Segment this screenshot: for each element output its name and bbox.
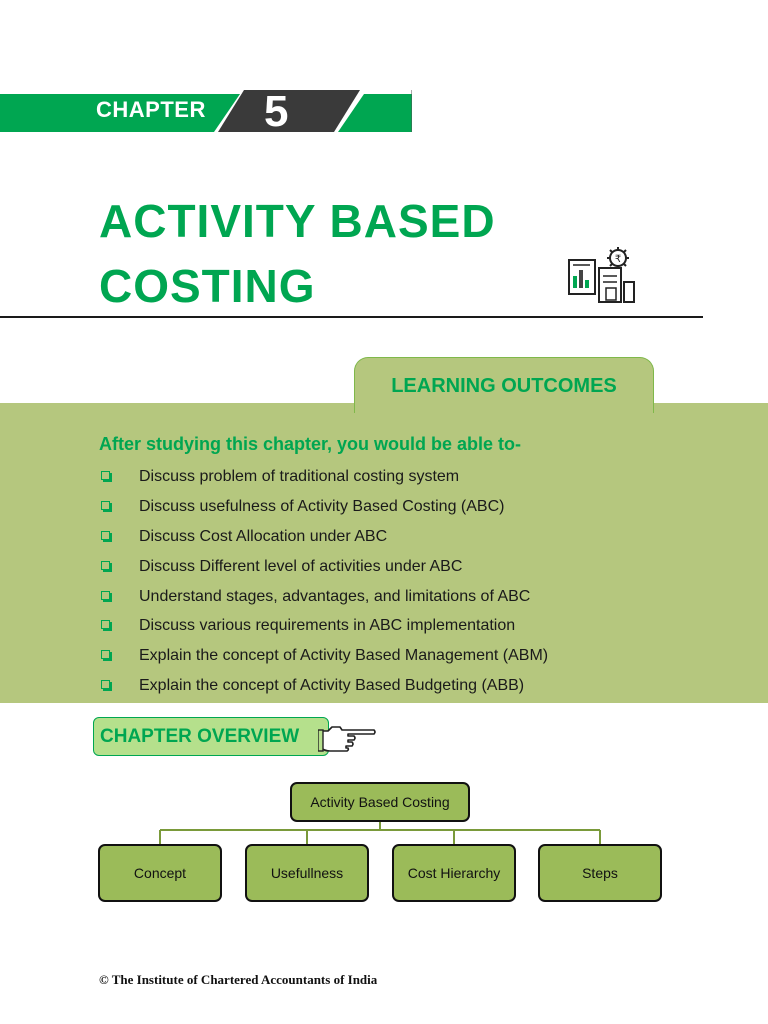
square-bullet-icon [101, 591, 110, 600]
diagram-node-usefullness: Usefullness [245, 844, 369, 902]
chapter-number: 5 [264, 87, 289, 136]
diagram-node-cost-hierarchy: Cost Hierarchy [392, 844, 516, 902]
square-bullet-icon [101, 680, 110, 689]
copyright-footer: © The Institute of Chartered Accountants of India [99, 972, 378, 987]
chapter-label: CHAPTER [96, 97, 206, 122]
learning-outcomes-intro: After studying this chapter, you would be able to- [99, 434, 522, 454]
diagram-node-root: Activity Based Costing [290, 782, 470, 822]
learning-outcomes-tab [354, 357, 654, 413]
report-chart-rupee-icon [566, 246, 638, 310]
square-bullet-icon [101, 650, 110, 659]
title-underline [0, 316, 703, 318]
square-bullet-icon [101, 501, 110, 510]
chapter-overview-heading [93, 717, 329, 756]
square-bullet-icon [101, 561, 110, 570]
diagram-node-steps: Steps [538, 844, 662, 902]
chapter-title-line-2: COSTING [99, 260, 316, 312]
chapter-overview-diagram [0, 770, 768, 910]
square-bullet-icon [101, 620, 110, 629]
square-bullet-icon [101, 471, 110, 480]
svg-text:₹: ₹ [614, 254, 622, 265]
chapter-overview-label: CHAPTER OVERVIEW [100, 726, 300, 747]
square-bullet-icon [101, 531, 110, 540]
pointing-hand-icon [318, 721, 378, 753]
diagram-node-concept: Concept [98, 844, 222, 902]
chapter-title-line-1: ACTIVITY BASED [99, 195, 496, 247]
chapter-banner [0, 90, 412, 132]
learning-outcomes-title: LEARNING OUTCOMES [391, 375, 617, 397]
